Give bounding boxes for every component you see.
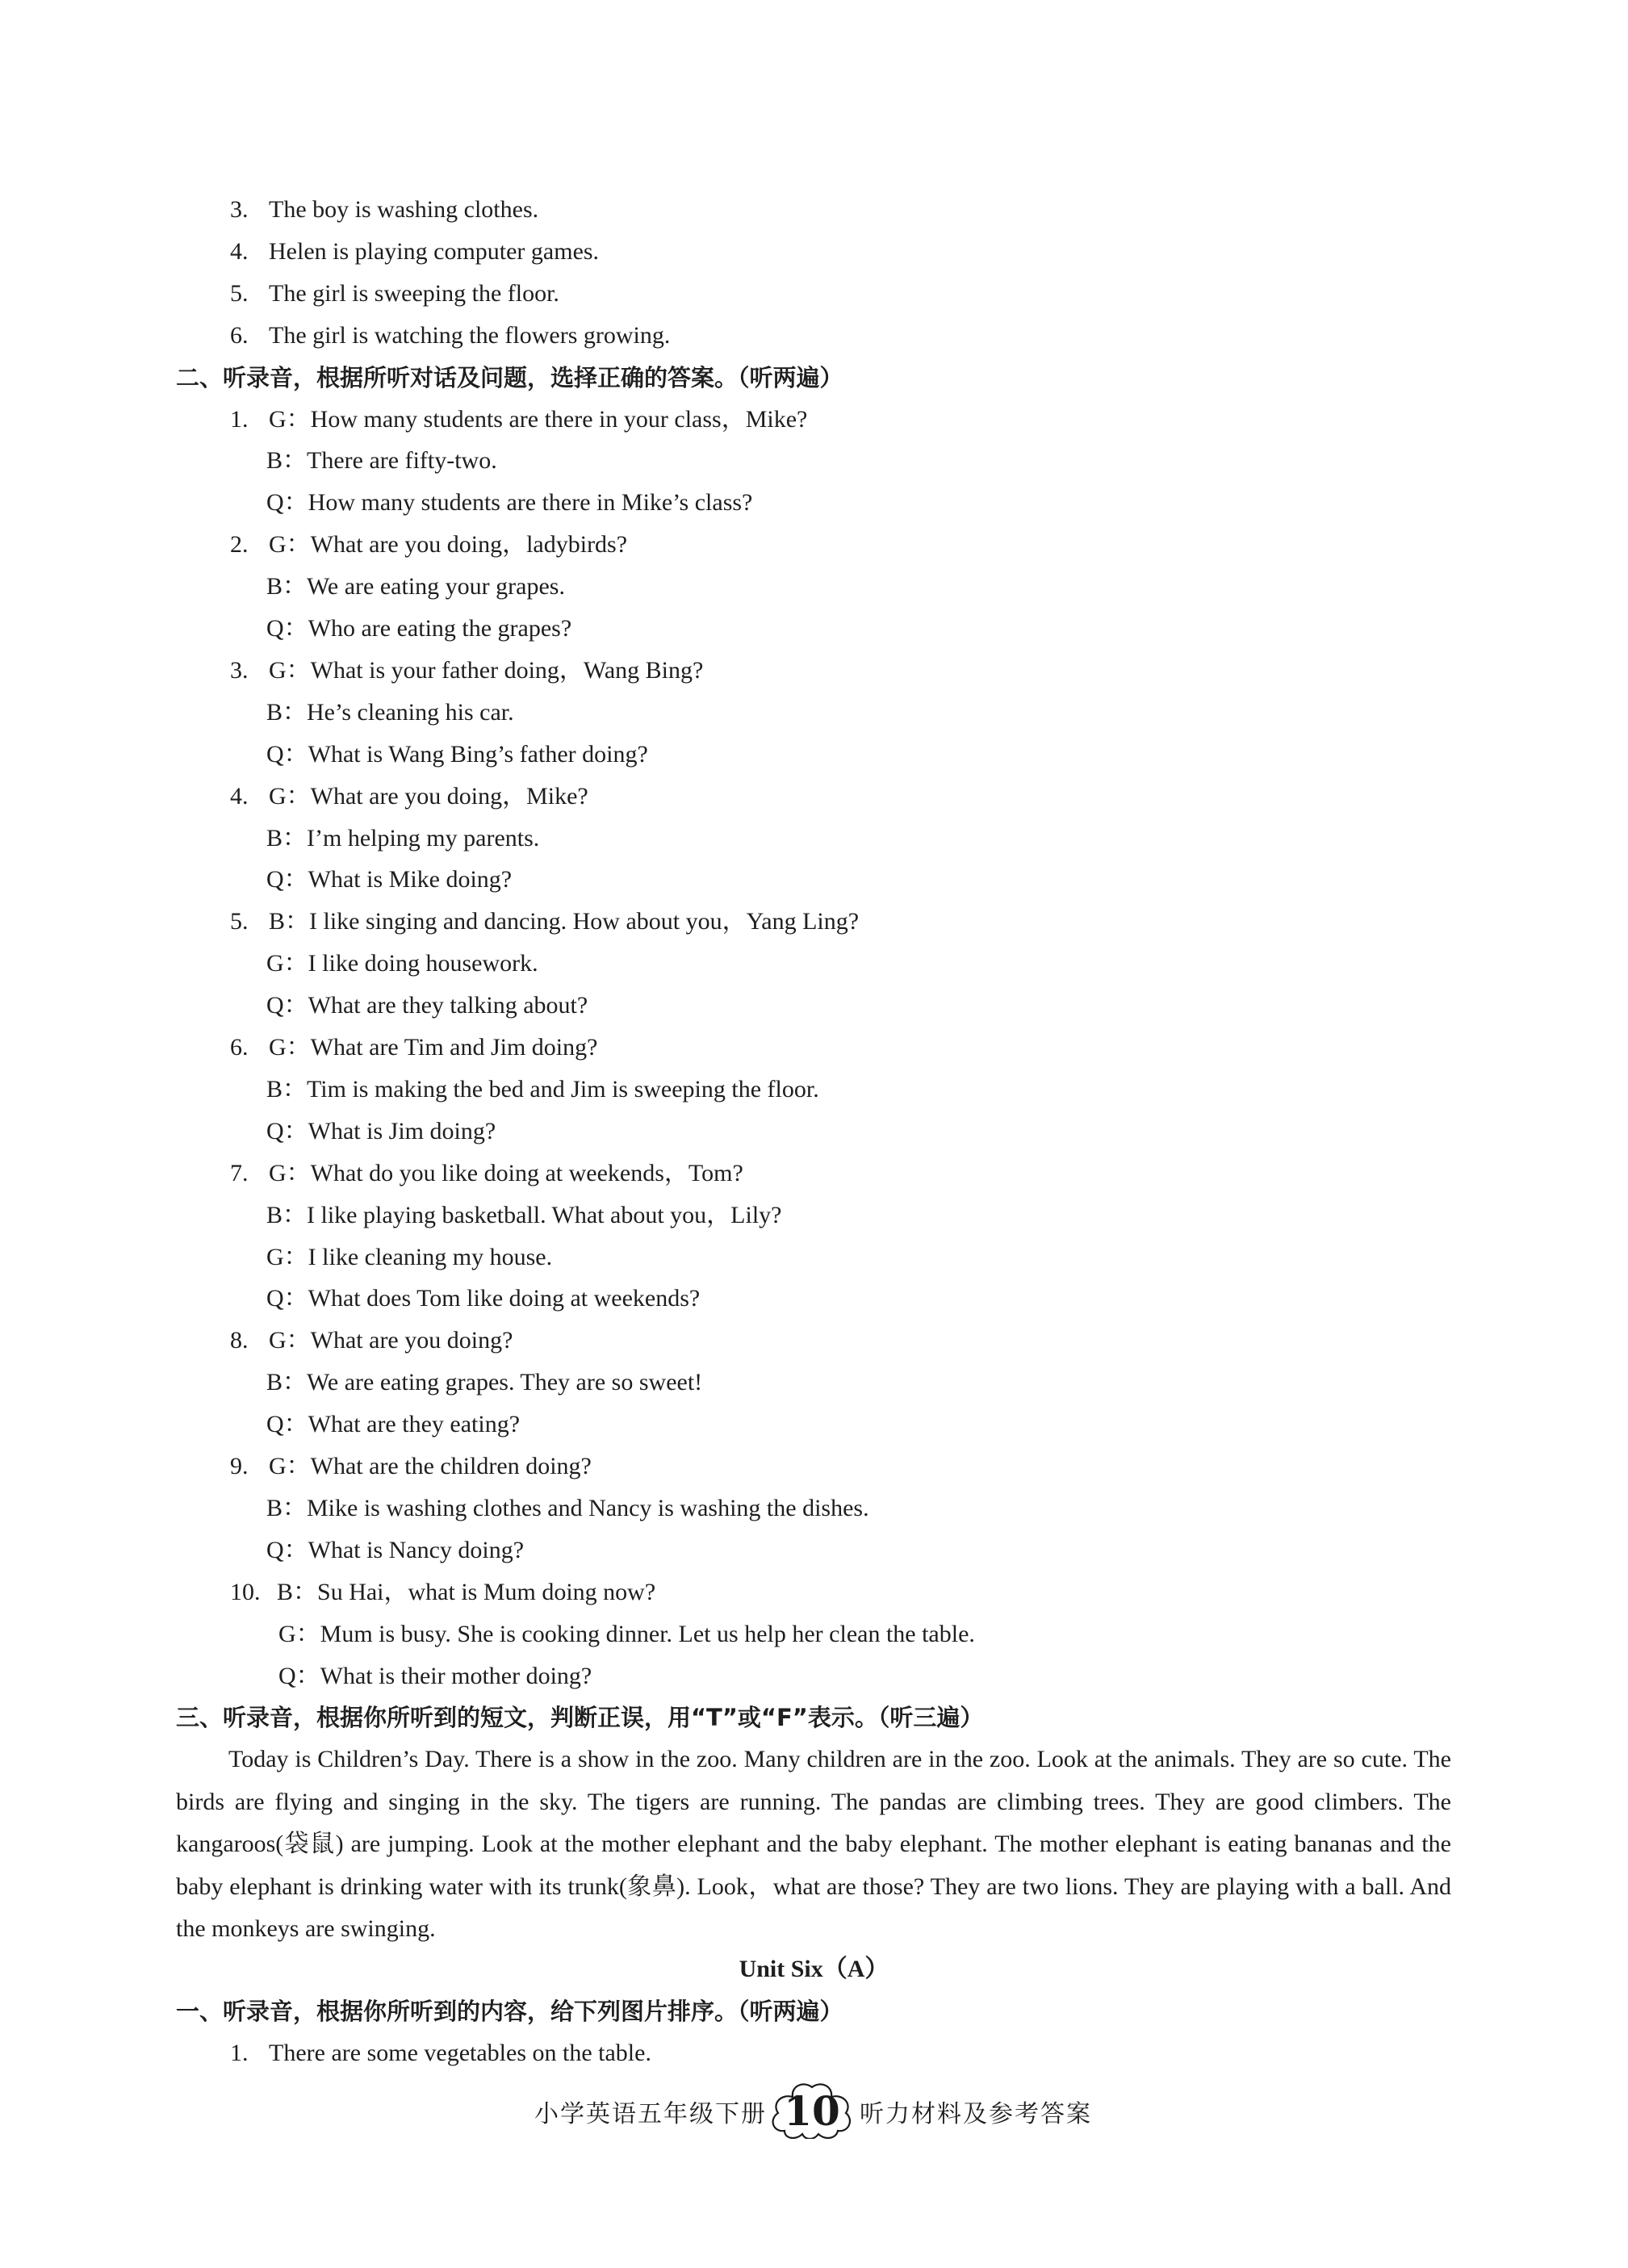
dialogue-line xyxy=(230,1324,513,1357)
dialogue-line xyxy=(266,1073,819,1106)
item-number: 1. xyxy=(230,2039,249,2066)
dialogue-text: G：What are you doing? xyxy=(269,1327,513,1354)
list-item xyxy=(230,236,599,268)
dialogue-text: B：Mike is washing clothes and Nancy is washing the dishes. xyxy=(266,1494,869,1521)
item-number: 10. xyxy=(230,1578,261,1605)
dialogue-text: G：What are you doing，Mike? xyxy=(269,782,588,810)
dialogue-text: Q：What are they talking about? xyxy=(266,992,588,1019)
dialogue-line xyxy=(266,739,648,771)
dialogue-text: B：I’m helping my parents. xyxy=(266,824,540,852)
dialogue-text: B：Tim is making the bed and Jim is sweeping the floor. xyxy=(266,1075,819,1103)
item-number: 2. xyxy=(230,531,249,559)
section-heading: 三、听录音，根据你所听到的短文，判断正误，用“T”或“F”表示。（听三遍） xyxy=(176,1704,984,1732)
dialogue-text: Q：What are they eating? xyxy=(266,1411,521,1438)
footer-section-title: 听力材料及参考答案 xyxy=(860,2100,1092,2128)
dialogue-line xyxy=(266,990,588,1022)
dialogue-line xyxy=(266,613,571,645)
item-number: 6. xyxy=(230,321,249,349)
item-text: The girl is sweeping the floor. xyxy=(269,279,559,307)
item-number: 1. xyxy=(230,405,249,433)
dialogue-text: G：Mum is busy. She is cooking dinner. Let us help her clean the table. xyxy=(278,1620,975,1647)
item-number: 5. xyxy=(230,908,249,935)
dialogue-line xyxy=(230,1031,597,1064)
dialogue-text: G：What are you doing，ladybirds? xyxy=(269,531,628,559)
dialogue-line xyxy=(266,1408,520,1441)
dialogue-line xyxy=(266,1492,869,1525)
item-text: Helen is playing computer games. xyxy=(269,237,600,265)
item-number: 7. xyxy=(230,1159,249,1186)
dialogue-text: G：What are Tim and Jim doing? xyxy=(269,1034,598,1061)
dialogue-line xyxy=(266,697,514,729)
dialogue-text: B：I like playing basketball. What about you，Lily? xyxy=(266,1201,782,1228)
dialogue-line xyxy=(278,1660,592,1693)
unit-title: Unit Six（A） xyxy=(739,1955,889,1982)
dialogue-line xyxy=(266,571,565,603)
dialogue-line xyxy=(266,1283,700,1315)
dialogue-text: Q：What is their mother doing? xyxy=(278,1662,592,1689)
dialogue-text: Q：What is Jim doing? xyxy=(266,1117,496,1144)
dialogue-line xyxy=(266,1534,524,1567)
section-heading: 一、听录音，根据你所听到的内容，给下列图片排序。（听两遍） xyxy=(176,1997,843,2025)
list-item xyxy=(230,2037,651,2069)
item-number: 9. xyxy=(230,1453,249,1479)
dialogue-text: G：What do you like doing at weekends，Tom? xyxy=(269,1159,743,1186)
dialogue-text: Q：How many students are there in Mike’s class? xyxy=(266,489,753,517)
dialogue-text: G：What are the children doing? xyxy=(269,1453,592,1479)
section-heading: 二、听录音，根据所听对话及问题，选择正确的答案。（听两遍） xyxy=(176,363,843,391)
dialogue-text: Q：What is Nancy doing? xyxy=(266,1536,525,1563)
item-number: 3. xyxy=(230,656,249,684)
dialogue-text: B：I like singing and dancing. How about you，Yang Ling? xyxy=(269,908,860,935)
dialogue-line xyxy=(266,1366,702,1399)
item-number: 3. xyxy=(230,196,249,223)
item-number: 8. xyxy=(230,1327,249,1354)
dialogue-line xyxy=(266,1115,496,1148)
dialogue-line xyxy=(230,906,859,938)
dialogue-line xyxy=(230,1576,655,1609)
list-item xyxy=(230,278,559,310)
dialogue-text: Q：What is Mike doing? xyxy=(266,866,513,893)
item-text: The girl is watching the flowers growing. xyxy=(269,321,671,349)
dialogue-line xyxy=(266,822,539,855)
dialogue-line xyxy=(230,404,807,436)
dialogue-text: B：We are eating your grapes. xyxy=(266,573,565,600)
dialogue-text: G：What is your father doing，Wang Bing? xyxy=(269,656,704,684)
dialogue-text: B：Su Hai，what is Mum doing now? xyxy=(277,1578,656,1605)
dialogue-text: Q：What does Tom like doing at weekends? xyxy=(266,1285,701,1312)
dialogue-line xyxy=(266,487,752,519)
passage-text: Today is Children’s Day. There is a show in the zoo. Many children are in the zoo. Look at the animals. They are so cute. The birds are flying and singing in the sky. The tigers are running. The pandas are climbing trees. They are good climbers. The kangaroos(袋鼠) are jumping. Look at the mother elephant and the baby elephant. The mother elephant is eating bananas and the baby elephant is drinking water with its trunk(象鼻). Look，what are those? They are two lions. They are playing with a ball. And the monkeys are swinging. xyxy=(176,1746,1451,1943)
item-number: 4. xyxy=(230,237,249,265)
page-footer xyxy=(0,2082,1628,2139)
dialogue-text: B：There are fifty-two. xyxy=(266,447,497,475)
dialogue-line xyxy=(266,1241,552,1274)
passage xyxy=(176,1739,1451,1951)
dialogue-text: Q：What is Wang Bing’s father doing? xyxy=(266,740,648,768)
list-item xyxy=(230,194,538,226)
dialogue-line xyxy=(266,1199,781,1232)
page-number: 10 xyxy=(784,2087,840,2135)
item-text: The boy is washing clothes. xyxy=(269,196,539,223)
footer-book-title: 小学英语五年级下册 xyxy=(534,2100,767,2128)
dialogue-line xyxy=(278,1618,975,1651)
dialogue-line xyxy=(230,780,588,813)
dialogue-text: B：He’s cleaning his car. xyxy=(266,698,514,726)
dialogue-text: G：I like doing housework. xyxy=(266,950,538,977)
dialogue-text: G：How many students are there in your class，Mike? xyxy=(269,405,808,433)
dialogue-line xyxy=(230,1450,592,1483)
flower-page-number-badge xyxy=(767,2082,857,2139)
list-item xyxy=(230,320,670,352)
item-number: 5. xyxy=(230,279,249,307)
dialogue-line xyxy=(266,948,538,980)
dialogue-line xyxy=(230,529,627,561)
dialogue-text: Q：Who are eating the grapes? xyxy=(266,615,572,642)
dialogue-line xyxy=(266,445,497,477)
dialogue-line xyxy=(266,864,512,896)
dialogue-text: G：I like cleaning my house. xyxy=(266,1243,553,1270)
dialogue-text: B：We are eating grapes. They are so sweet! xyxy=(266,1369,703,1396)
item-text: There are some vegetables on the table. xyxy=(269,2039,651,2066)
item-number: 4. xyxy=(230,782,249,810)
dialogue-line xyxy=(230,655,703,687)
dialogue-line xyxy=(230,1157,743,1190)
item-number: 6. xyxy=(230,1034,249,1061)
